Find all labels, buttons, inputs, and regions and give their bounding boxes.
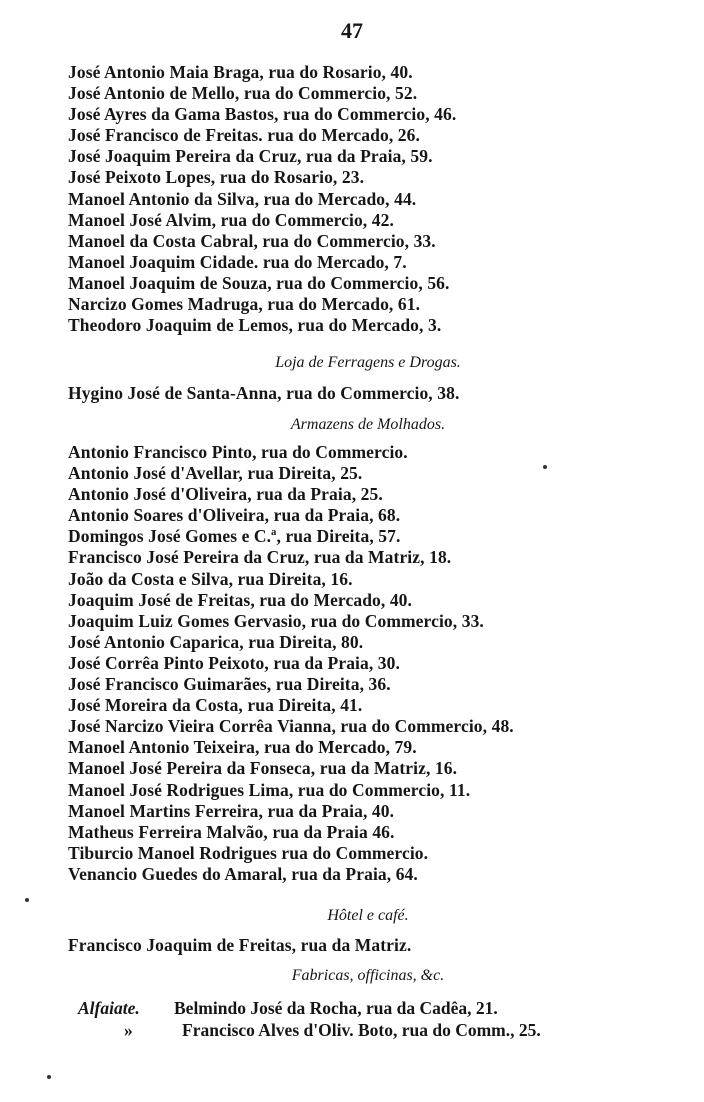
list-item: Venancio Guedes do Amaral, rua da Praia, 64. [68, 863, 418, 884]
list-item: Joaquim Luiz Gomes Gervasio, rua do Commercio, 33. [68, 610, 484, 631]
list-item: Antonio Soares d'Oliveira, rua da Praia, 68. [68, 505, 401, 526]
trade-label: Alfaiate. [78, 998, 140, 1018]
directory-block-4 [68, 935, 668, 956]
list-item: Matheus Ferreira Malvão, rua da Praia 46. [68, 821, 395, 842]
list-item: Narcizo Gomes Madruga, rua do Mercado, 61. [68, 294, 421, 315]
list-item: Manoel José Pereira da Fonseca, rua da Matriz, 16. [68, 758, 458, 779]
fabricas-row [78, 997, 638, 1019]
list-item: Tiburcio Manoel Rodrigues rua do Commercio. [68, 842, 429, 863]
list-item: Manoel José Rodrigues Lima, rua do Commercio, 11. [68, 779, 471, 800]
list-item: Francisco Alves d'Oliv. Boto, rua do Comm., 25. [182, 1020, 541, 1040]
list-item: Manoel Joaquim de Souza, rua do Commercio, 56. [68, 272, 450, 293]
list-item: Manoel Antonio da Silva, rua do Mercado, 44. [68, 188, 417, 209]
directory-block-1 [68, 62, 668, 336]
list-item: Antonio José d'Oliveira, rua da Praia, 25. [68, 484, 383, 505]
list-item: Francisco José Pereira da Cruz, rua da Matriz, 18. [68, 547, 452, 568]
fabricas-block [78, 997, 638, 1041]
list-item: José Francisco Guimarães, rua Direita, 36. [68, 674, 391, 695]
ditto-mark: » [124, 1020, 133, 1040]
section-heading-armazens-wrap [68, 414, 668, 436]
list-item: José Antonio Maia Braga, rua do Rosario, 40. [68, 62, 413, 82]
list-item: José Antonio Caparica, rua Direita, 80. [68, 631, 364, 652]
page-number: 47 [341, 18, 363, 43]
section-heading-fabricas: Fabricas, officinas, &c. [291, 967, 445, 984]
list-item: Hygino José de Santa-Anna, rua do Commercio, 38. [68, 383, 460, 403]
section-heading-hotel: Hôtel e café. [327, 907, 409, 924]
list-item: Domingos José Gomes e C.ª, rua Direita, 57. [68, 526, 401, 547]
list-item: José Peixoto Lopes, rua do Rosario, 23. [68, 167, 365, 188]
list-item: Antonio José d'Avellar, rua Direita, 25. [68, 463, 363, 484]
list-item: José Antonio de Mello, rua do Commercio, 52. [68, 83, 418, 104]
list-item: Manoel Martins Ferreira, rua da Praia, 40. [68, 800, 395, 821]
list-item: Manoel Joaquim Cidade. rua do Mercado, 7. [68, 251, 407, 272]
section-heading-armazens: Armazens de Molhados. [290, 416, 446, 433]
section-heading-fabricas-wrap [68, 965, 668, 987]
list-item: Francisco Joaquim de Freitas, rua da Matriz. [68, 935, 412, 955]
scan-speck [543, 465, 547, 469]
directory-block-3 [68, 442, 668, 885]
list-item: João da Costa e Silva, rua Direita, 16. [68, 568, 353, 589]
directory-block-2 [68, 383, 668, 404]
list-item: José Francisco de Freitas. rua do Mercado, 26. [68, 125, 420, 146]
list-item: Manoel Antonio Teixeira, rua do Mercado, 79. [68, 737, 417, 758]
fabricas-row [78, 1019, 638, 1041]
section-heading-ferragens: Loja de Ferragens e Drogas. [275, 354, 461, 371]
list-item: José Joaquim Pereira da Cruz, rua da Praia, 59. [68, 146, 433, 167]
list-item: José Moreira da Costa, rua Direita, 41. [68, 695, 363, 716]
list-item: Joaquim José de Freitas, rua do Mercado, 40. [68, 589, 413, 610]
section-heading-hotel-wrap [68, 905, 668, 927]
scan-speck [47, 1075, 51, 1079]
list-item: Theodoro Joaquim de Lemos, rua do Mercado, 3. [68, 315, 442, 336]
list-item: José Narcizo Vieira Corrêa Vianna, rua do Commercio, 48. [68, 716, 514, 737]
list-item: José Corrêa Pinto Peixoto, rua da Praia, 30. [68, 652, 400, 673]
section-heading-ferragens-wrap [68, 352, 668, 374]
list-item: Manoel da Costa Cabral, rua do Commercio, 33. [68, 230, 436, 251]
list-item: José Ayres da Gama Bastos, rua do Commercio, 46. [68, 104, 457, 125]
list-item: Antonio Francisco Pinto, rua do Commercio. [68, 442, 408, 462]
scan-speck [25, 898, 29, 902]
list-item: Belmindo José da Rocha, rua da Cadêa, 21. [174, 998, 498, 1018]
list-item: Manoel José Alvim, rua do Commercio, 42. [68, 209, 394, 230]
